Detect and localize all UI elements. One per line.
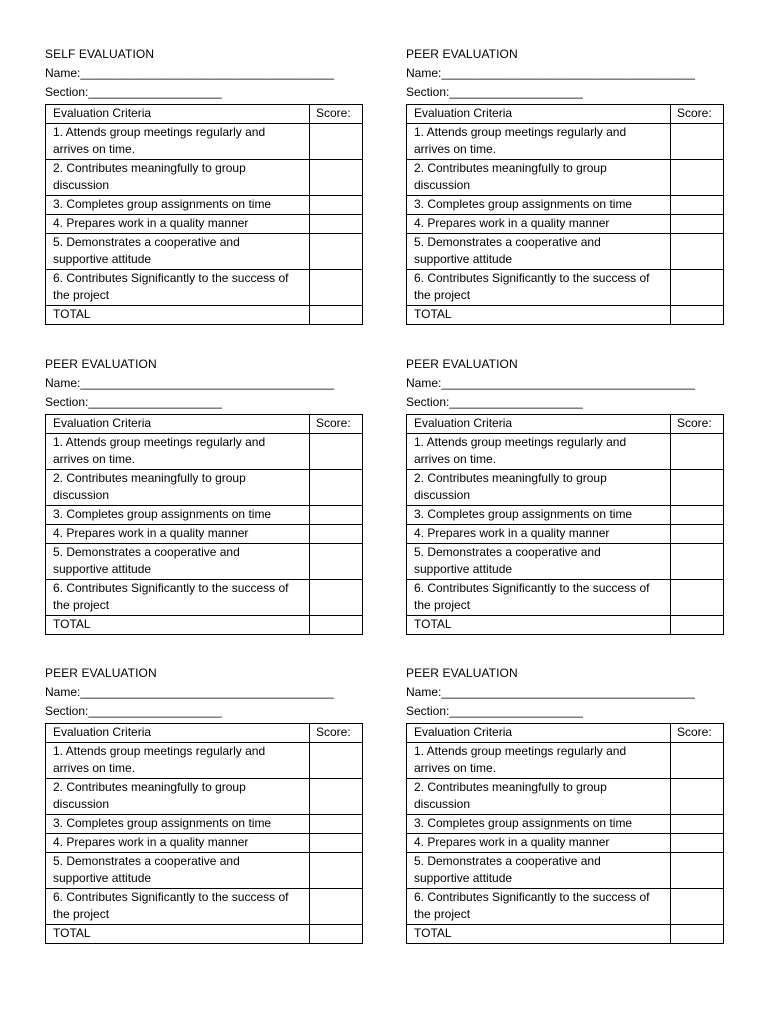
total-label: TOTAL: [46, 925, 310, 944]
score-cell[interactable]: [671, 525, 724, 544]
total-row: [407, 616, 724, 635]
score-cell[interactable]: [671, 270, 724, 306]
score-header: Score:: [671, 105, 724, 124]
table-row: [46, 815, 363, 834]
name-field[interactable]: Name:______________________________________: [45, 66, 334, 80]
criteria-cell: 6. Contributes Significantly to the success of the project: [46, 889, 310, 925]
criteria-cell: 5. Demonstrates a cooperative and supportive attitude: [46, 544, 310, 580]
evaluation-form: [45, 355, 363, 631]
score-cell[interactable]: [310, 525, 363, 544]
evaluation-form: [406, 664, 724, 940]
table-row: [407, 506, 724, 525]
score-cell[interactable]: [310, 215, 363, 234]
evaluation-form: [45, 664, 363, 940]
score-cell[interactable]: [671, 196, 724, 215]
table-row: [407, 815, 724, 834]
table-row: [46, 470, 363, 506]
table-row: [46, 506, 363, 525]
evaluation-form: [406, 355, 724, 631]
table-header-row: [46, 415, 363, 434]
criteria-table: [406, 723, 724, 944]
form-title: PEER EVALUATION: [406, 666, 518, 680]
table-row: [46, 270, 363, 306]
total-label: TOTAL: [407, 306, 671, 325]
score-cell[interactable]: [310, 470, 363, 506]
criteria-cell: 3. Completes group assignments on time: [46, 196, 310, 215]
name-field[interactable]: Name:______________________________________: [406, 66, 695, 80]
total-score-cell[interactable]: [310, 616, 363, 635]
score-cell[interactable]: [310, 196, 363, 215]
table-row: [407, 196, 724, 215]
criteria-cell: 2. Contributes meaningfully to group discussion: [46, 779, 310, 815]
criteria-cell: 1. Attends group meetings regularly and arrives on time.: [46, 743, 310, 779]
score-cell[interactable]: [310, 234, 363, 270]
form-title: PEER EVALUATION: [45, 666, 157, 680]
criteria-cell: 5. Demonstrates a cooperative and supportive attitude: [46, 234, 310, 270]
criteria-cell: 1. Attends group meetings regularly and arrives on time.: [46, 434, 310, 470]
table-row: [46, 853, 363, 889]
total-row: [46, 925, 363, 944]
criteria-cell: 3. Completes group assignments on time: [46, 815, 310, 834]
table-row: [46, 434, 363, 470]
criteria-cell: 5. Demonstrates a cooperative and supportive attitude: [407, 544, 671, 580]
total-row: [407, 306, 724, 325]
total-row: [46, 306, 363, 325]
score-cell[interactable]: [310, 853, 363, 889]
criteria-cell: 6. Contributes Significantly to the success of the project: [46, 270, 310, 306]
name-field[interactable]: Name:______________________________________: [406, 685, 695, 699]
criteria-header: Evaluation Criteria: [46, 105, 310, 124]
table-row: [407, 743, 724, 779]
criteria-cell: 2. Contributes meaningfully to group discussion: [407, 779, 671, 815]
score-cell[interactable]: [671, 853, 724, 889]
score-cell[interactable]: [310, 506, 363, 525]
table-row: [46, 234, 363, 270]
criteria-cell: 4. Prepares work in a quality manner: [407, 525, 671, 544]
criteria-cell: 1. Attends group meetings regularly and arrives on time.: [46, 124, 310, 160]
score-cell[interactable]: [310, 124, 363, 160]
score-cell[interactable]: [310, 270, 363, 306]
table-row: [407, 434, 724, 470]
total-score-cell[interactable]: [671, 616, 724, 635]
criteria-cell: 6. Contributes Significantly to the success of the project: [407, 889, 671, 925]
criteria-table: [406, 104, 724, 325]
score-cell[interactable]: [671, 889, 724, 925]
table-row: [46, 160, 363, 196]
section-field[interactable]: Section:____________________: [406, 704, 583, 718]
table-row: [407, 124, 724, 160]
table-row: [407, 215, 724, 234]
name-field[interactable]: Name:______________________________________: [45, 376, 334, 390]
score-cell[interactable]: [671, 815, 724, 834]
criteria-cell: 2. Contributes meaningfully to group discussion: [46, 470, 310, 506]
table-row: [407, 853, 724, 889]
table-row: [407, 470, 724, 506]
criteria-cell: 1. Attends group meetings regularly and arrives on time.: [407, 743, 671, 779]
criteria-cell: 3. Completes group assignments on time: [407, 815, 671, 834]
score-cell[interactable]: [310, 743, 363, 779]
total-score-cell[interactable]: [671, 306, 724, 325]
name-field[interactable]: Name:______________________________________: [406, 376, 695, 390]
table-row: [46, 215, 363, 234]
score-header: Score:: [310, 415, 363, 434]
total-score-cell[interactable]: [671, 925, 724, 944]
total-label: TOTAL: [46, 306, 310, 325]
total-label: TOTAL: [407, 616, 671, 635]
criteria-header: Evaluation Criteria: [46, 415, 310, 434]
criteria-table: [45, 414, 363, 635]
score-cell[interactable]: [671, 580, 724, 616]
criteria-cell: 5. Demonstrates a cooperative and supportive attitude: [407, 853, 671, 889]
criteria-cell: 5. Demonstrates a cooperative and supportive attitude: [46, 853, 310, 889]
criteria-cell: 2. Contributes meaningfully to group discussion: [407, 470, 671, 506]
criteria-cell: 2. Contributes meaningfully to group discussion: [46, 160, 310, 196]
score-cell[interactable]: [671, 834, 724, 853]
table-row: [46, 779, 363, 815]
section-field[interactable]: Section:____________________: [45, 704, 222, 718]
criteria-cell: 6. Contributes Significantly to the success of the project: [46, 580, 310, 616]
score-cell[interactable]: [671, 544, 724, 580]
score-cell[interactable]: [310, 834, 363, 853]
criteria-cell: 4. Prepares work in a quality manner: [46, 525, 310, 544]
table-row: [407, 160, 724, 196]
score-cell[interactable]: [671, 160, 724, 196]
score-header: Score:: [671, 724, 724, 743]
score-cell[interactable]: [671, 234, 724, 270]
criteria-cell: 6. Contributes Significantly to the success of the project: [407, 270, 671, 306]
table-row: [46, 124, 363, 160]
score-cell[interactable]: [671, 506, 724, 525]
score-cell[interactable]: [310, 815, 363, 834]
table-header-row: [407, 415, 724, 434]
table-row: [407, 889, 724, 925]
table-header-row: [46, 724, 363, 743]
criteria-cell: 2. Contributes meaningfully to group discussion: [407, 160, 671, 196]
table-row: [46, 544, 363, 580]
criteria-table: [45, 723, 363, 944]
criteria-header: Evaluation Criteria: [407, 105, 671, 124]
score-header: Score:: [671, 415, 724, 434]
criteria-cell: 1. Attends group meetings regularly and arrives on time.: [407, 124, 671, 160]
criteria-header: Evaluation Criteria: [407, 724, 671, 743]
score-cell[interactable]: [310, 434, 363, 470]
criteria-cell: 4. Prepares work in a quality manner: [46, 215, 310, 234]
evaluation-form: [406, 45, 724, 321]
table-row: [46, 889, 363, 925]
form-title: PEER EVALUATION: [406, 47, 518, 61]
score-header: Score:: [310, 724, 363, 743]
criteria-cell: 6. Contributes Significantly to the success of the project: [407, 580, 671, 616]
total-score-cell[interactable]: [310, 925, 363, 944]
table-row: [46, 525, 363, 544]
table-row: [46, 580, 363, 616]
score-cell[interactable]: [310, 779, 363, 815]
score-cell[interactable]: [671, 215, 724, 234]
table-row: [407, 834, 724, 853]
table-row: [407, 580, 724, 616]
total-row: [46, 616, 363, 635]
score-cell[interactable]: [310, 580, 363, 616]
table-row: [46, 196, 363, 215]
table-row: [407, 525, 724, 544]
criteria-table: [45, 104, 363, 325]
form-title: PEER EVALUATION: [45, 357, 157, 371]
total-label: TOTAL: [46, 616, 310, 635]
total-score-cell[interactable]: [310, 306, 363, 325]
table-row: [46, 834, 363, 853]
criteria-table: [406, 414, 724, 635]
table-row: [407, 779, 724, 815]
criteria-cell: 3. Completes group assignments on time: [46, 506, 310, 525]
score-cell[interactable]: [310, 160, 363, 196]
section-field[interactable]: Section:____________________: [406, 395, 583, 409]
criteria-cell: 4. Prepares work in a quality manner: [407, 834, 671, 853]
section-field[interactable]: Section:____________________: [45, 395, 222, 409]
score-cell[interactable]: [671, 470, 724, 506]
table-row: [407, 234, 724, 270]
criteria-header: Evaluation Criteria: [407, 415, 671, 434]
criteria-header: Evaluation Criteria: [46, 724, 310, 743]
criteria-cell: 4. Prepares work in a quality manner: [407, 215, 671, 234]
form-title: PEER EVALUATION: [406, 357, 518, 371]
criteria-cell: 1. Attends group meetings regularly and arrives on time.: [407, 434, 671, 470]
section-field[interactable]: Section:____________________: [406, 85, 583, 99]
score-cell[interactable]: [310, 889, 363, 925]
criteria-cell: 3. Completes group assignments on time: [407, 506, 671, 525]
table-header-row: [407, 105, 724, 124]
table-header-row: [407, 724, 724, 743]
total-label: TOTAL: [407, 925, 671, 944]
table-row: [407, 270, 724, 306]
section-field[interactable]: Section:____________________: [45, 85, 222, 99]
score-header: Score:: [310, 105, 363, 124]
score-cell[interactable]: [671, 124, 724, 160]
form-title: SELF EVALUATION: [45, 47, 155, 61]
table-row: [407, 544, 724, 580]
criteria-cell: 4. Prepares work in a quality manner: [46, 834, 310, 853]
criteria-cell: 3. Completes group assignments on time: [407, 196, 671, 215]
score-cell[interactable]: [671, 434, 724, 470]
criteria-cell: 5. Demonstrates a cooperative and supportive attitude: [407, 234, 671, 270]
name-field[interactable]: Name:______________________________________: [45, 685, 334, 699]
table-row: [46, 743, 363, 779]
score-cell[interactable]: [671, 743, 724, 779]
total-row: [407, 925, 724, 944]
score-cell[interactable]: [671, 779, 724, 815]
evaluation-form: [45, 45, 363, 321]
score-cell[interactable]: [310, 544, 363, 580]
table-header-row: [46, 105, 363, 124]
